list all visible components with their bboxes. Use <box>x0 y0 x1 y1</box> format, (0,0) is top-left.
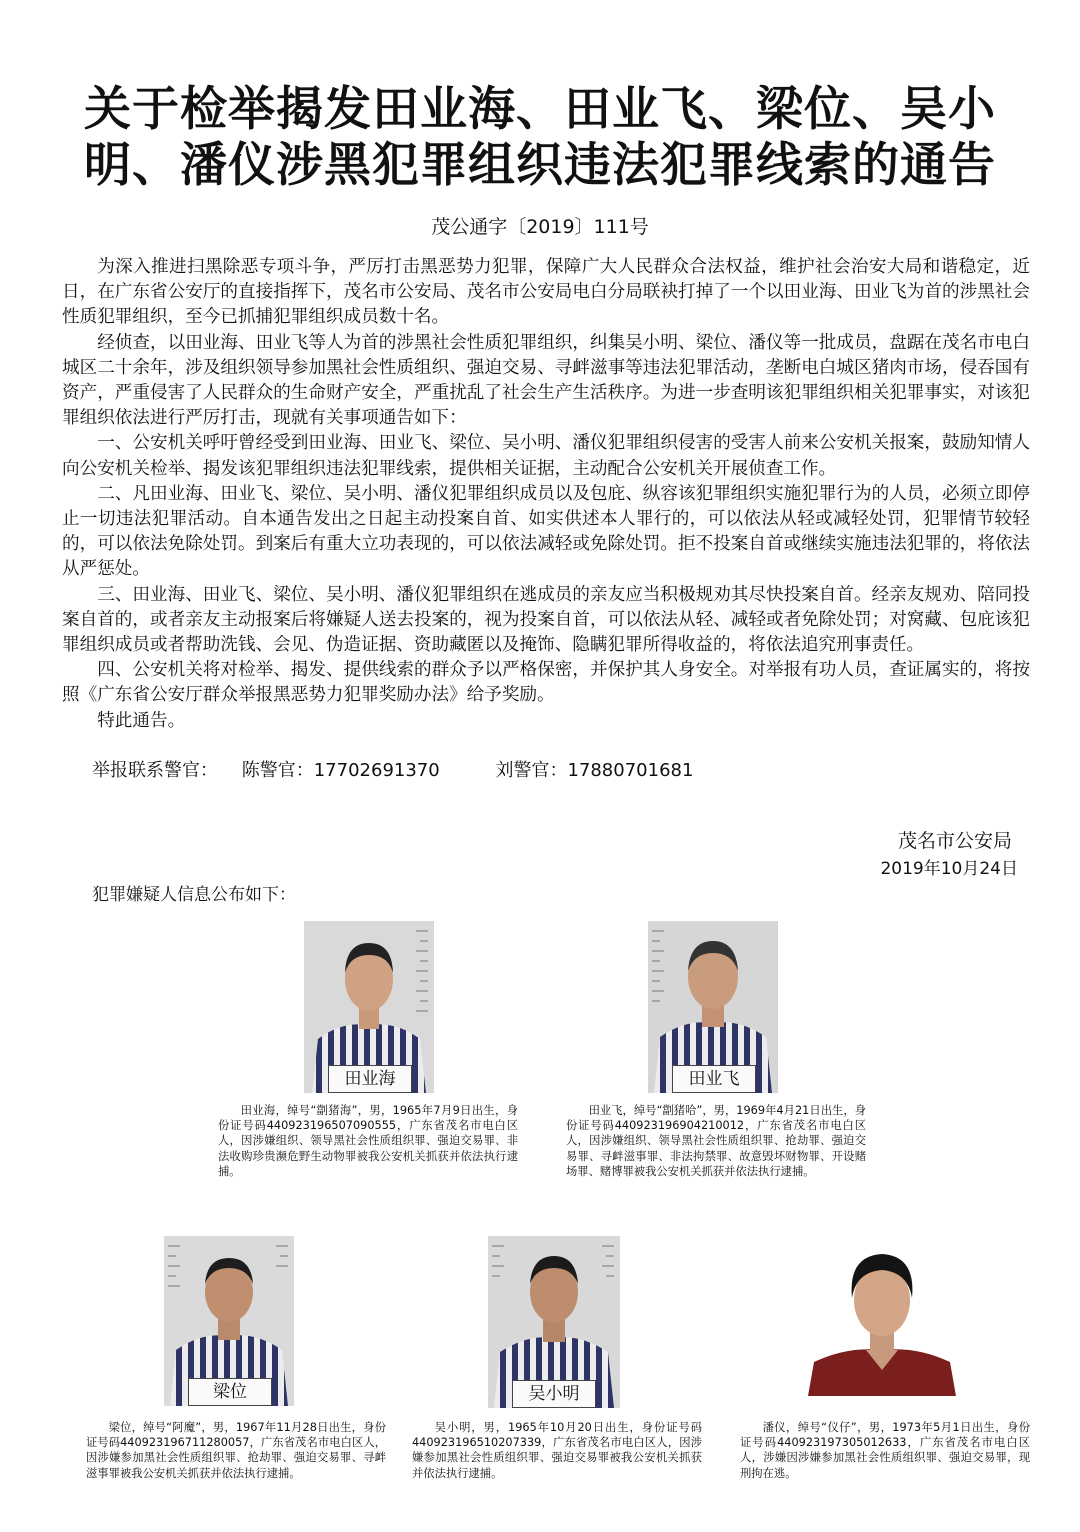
suspect-caption-tian-yehai <box>218 1103 518 1179</box>
contact-label: 举报联系警官： <box>92 760 218 781</box>
name-plate: 田业飞 <box>672 1065 756 1093</box>
name-plate: 田业海 <box>328 1065 412 1093</box>
mugshot-graphic <box>808 1238 956 1396</box>
issuer: 茂名市公安局 <box>897 830 1012 852</box>
suspect-caption-pan-yi <box>740 1420 1030 1481</box>
suspect-photo-tian-yehai <box>304 921 434 1093</box>
caption-text: 田业飞，绰号“劏猪哈”，男，1969年4月21日出生，身份证号码440923196904210012，广东省茂名市电白区人，因涉嫌组织、领导黑社会性质组织罪、抢劫罪、强迫交易罪、寻衅滋事罪、非法拘禁罪、故意毁坏财物罪、开设赌场罪、赌博罪被我公安机关抓获并依法执行逮捕。 <box>566 1104 866 1178</box>
notice-title <box>40 82 1040 194</box>
paragraph: 四、公安机关将对检举、揭发、提供线索的群众予以严格保密，并保护其人身安全。对举报有功人员，查证属实的，将按照《广东省公安厅群众举报黑恶势力犯罪奖励办法》给予奖励。 <box>62 660 1030 706</box>
caption-text: 梁位，绰号“阿魔”，男，1967年11月28日出生，身份证号码440923196711280057，广东省茂名市电白区人，因涉嫌参加黑社会性质组织罪、抢劫罪、强迫交易罪、寻衅滋事罪被我公安机关抓获并依法执行逮捕。 <box>86 1421 386 1480</box>
suspect-photo-pan-yi <box>808 1238 956 1396</box>
caption-text: 田业海，绰号“劏猪海”，男，1965年7月9日出生，身份证号码440923196507090555，广东省茂名市电白区人，因涉嫌组织、领导黑社会性质组织罪、强迫交易罪、非法收购珍贵濒危野生动物罪被我公安机关抓获并依法执行逮捕。 <box>218 1104 518 1178</box>
notice-body <box>62 255 1030 734</box>
name-plate: 梁位 <box>188 1378 272 1406</box>
caption-text: 潘仪，绰号“仪仔”，男，1973年5月1日出生，身份证号码440923197305012633，广东省茂名市电白区人，涉嫌因涉嫌参加黑社会性质组织罪、强迫交易罪，现刑拘在逃。 <box>740 1421 1030 1480</box>
contact-officer-liu: 刘警官：17880701681 <box>495 760 694 781</box>
issue-date: 2019年10月24日 <box>880 859 1018 879</box>
title-line-2: 明、潘仪涉黑犯罪组织违法犯罪线索的通告 <box>84 138 996 193</box>
paragraph: 特此通告。 <box>97 710 186 731</box>
suspects-heading: 犯罪嫌疑人信息公布如下： <box>92 885 296 905</box>
title-line-1: 关于检举揭发田业海、田业飞、梁位、吴小 <box>84 82 996 137</box>
suspect-caption-tian-yefei <box>566 1103 866 1179</box>
report-contact <box>92 756 711 782</box>
caption-text: 吴小明，男，1965年10月20日出生，身份证号码440923196510207339，广东省茂名市电白区人，因涉嫌参加黑社会性质组织罪、强迫交易罪被我公安机关抓获并依法执行逮捕。 <box>412 1421 702 1480</box>
suspect-caption-wu-xiaoming <box>412 1420 702 1481</box>
suspect-photo-liang-wei <box>164 1236 294 1406</box>
contact-officer-chen: 陈警官：17702691370 <box>241 760 440 781</box>
paragraph: 一、公安机关呼吁曾经受到田业海、田业飞、梁位、吴小明、潘仪犯罪组织侵害的受害人前来公安机关报案，鼓励知情人向公安机关检举、揭发该犯罪组织违法犯罪线索，提供相关证据，主动配合公安机关开展侦查工作。 <box>62 433 1030 479</box>
suspect-caption-liang-wei <box>86 1420 386 1481</box>
suspect-photo-wu-xiaoming <box>488 1236 620 1408</box>
paragraph: 经侦查，以田业海、田业飞等人为首的涉黑社会性质犯罪组织，纠集吴小明、梁位、潘仪等一批成员，盘踞在茂名市电白城区二十余年，涉及组织领导参加黑社会性质组织、强迫交易、寻衅滋事等违法犯罪活动，垄断电白城区猪肉市场，侵吞国有资产，严重侵害了人民群众的生命财产安全，严重扰乱了社会生产生活秩序。为进一步查明该犯罪组织相关犯罪事实，对该犯罪组织依法进行严厉打击，现就有关事项通告如下： <box>62 332 1030 429</box>
paragraph: 为深入推进扫黑除恶专项斗争，严厉打击黑恶势力犯罪，保障广大人民群众合法权益，维护社会治安大局和谐稳定，近日，在广东省公安厅的直接指挥下，茂名市公安局、茂名市公安局电白分局联袂打掉了一个以田业海、田业飞为首的涉黑社会性质犯罪组织，至今已抓捕犯罪组织成员数十名。 <box>62 257 1030 328</box>
paragraph: 二、凡田业海、田业飞、梁位、吴小明、潘仪犯罪组织成员以及包庇、纵容该犯罪组织实施犯罪行为的人员，必须立即停止一切违法犯罪活动。自本通告发出之日起主动投案自首、如实供述本人罪行的，可以依法从轻或减轻处罚，犯罪情节较轻的，可以依法免除处罚。到案后有重大立功表现的，可以依法减轻或免除处罚。拒不投案自首或继续实施违法犯罪的，将依法从严惩处。 <box>62 483 1030 580</box>
paragraph: 三、田业海、田业飞、梁位、吴小明、潘仪犯罪组织在逃成员的亲友应当积极规劝其尽快投案自首。经亲友规劝、陪同投案自首的，或者亲友主动报案后将嫌疑人送去投案的，视为投案自首，可以依法从轻、减轻或者免除处罚；对窝藏、包庇该犯罪组织成员或者帮助洗钱、会见、伪造证据、资助藏匿以及掩饰、隐瞒犯罪所得收益的，将依法追究刑事责任。 <box>62 584 1030 656</box>
suspect-photo-tian-yefei <box>648 921 778 1093</box>
document-number: 茂公通字〔2019〕111号 <box>431 216 649 238</box>
name-plate: 吴小明 <box>512 1380 596 1408</box>
